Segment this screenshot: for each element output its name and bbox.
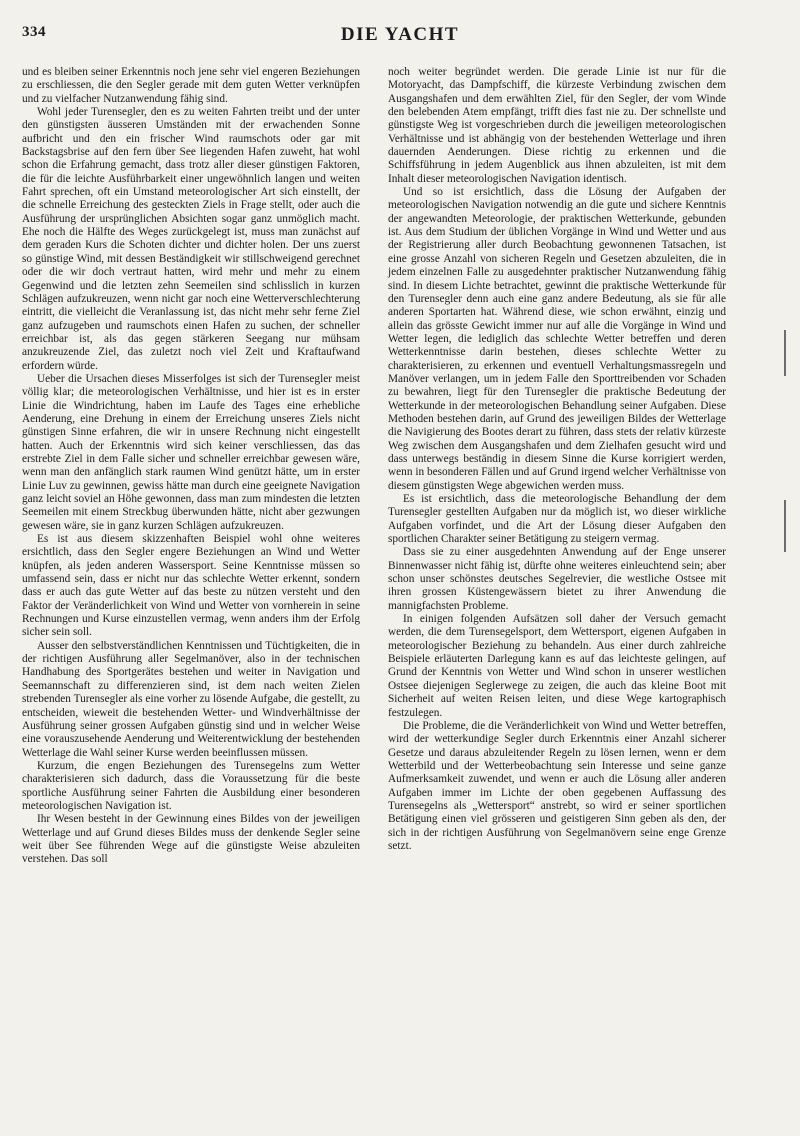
paragraph: Ihr Wesen besteht in der Gewinnung eines Bildes von der jeweiligen Wetterlage und auf Grund dieses Bildes muss der denkende Segler seine weit über See führenden Wege auf die günstigste Weise abzuleiten verstehen. Das soll — [22, 813, 360, 866]
paragraph: Kurzum, die engen Beziehungen des Turensegelns zum Wetter charakterisieren sich dadurch, dass die Voraussetzung für die beste sportliche Ausführung seiner Fahrten die Ausbildung einer besonderen meteorologischen Navigation ist. — [22, 759, 360, 812]
margin-mark — [784, 330, 786, 376]
right-column — [388, 66, 726, 853]
paragraph: Es ist aus diesem skizzenhaften Beispiel wohl ohne weiteres ersichtlich, dass den Segler engere Beziehungen an Wind und Wetter knüpfen, als jeden anderen Wassersport. Seine Kenntnisse müssen so umfassend sein, dass er nicht nur das schlechte Wetter erkennt, sondern dass er auch das gute Wetter auf das beste zu nützen versteht und den Faktor der Veränderlichkeit von Wind und Wetter von vornherein in seine Rechnungen und Kurse einzustellen vermag, wenn anders ihm der Erfolg sicher sein soll. — [22, 533, 360, 639]
paragraph: Ueber die Ursachen dieses Misserfolges ist sich der Turensegler meist völlig klar; die meteorologischen Verhältnisse, und hier ist es in erster Linie die Windrichtung, haben im Laufe des Tages eine erhebliche Aenderung, eine Drehung in einem der Erreichung unseres Ziels nicht günstigen Sinne erfahren, die wir in unsere Rechnung nicht eingestellt hatten. Auch der Erkenntnis wird sich keiner verschliessen, das das erstrebte Ziel in dem Falle sicher und schneller erreichbar gewesen wäre, wenn man den anfänglich stark raumen Wind genützt hätte, um in erster Linie Luv zu gewinnen, gewiss hätte man durch eine geeignete Navigation ganz leicht soviel an Höhe gewonnen, dass man zum mindesten die letzten Seemeilen mit einem Streckbug überwunden hätte, nicht aber gezwungen gewesen wäre, sie in ganz kurzen Schlägen aufzukreuzen. — [22, 372, 360, 532]
paragraph: noch weiter begründet werden. Die gerade Linie ist nur für die Motoryacht, das Dampfschiff, die kürzeste Verbindung zwischen dem Ausgangshafen und dem erwählten Ziel, für den Segler, der vom Winde den belebenden Atem empfängt, trifft dies fast nie zu. Der schnellste und günstigste Weg ist vorgeschrieben durch die jeweiligen meteorologischen Verhältnisse und ist abhängig von der bestehenden Wetterlage und ihren dauernden Aenderungen. Diese richtig zu erkennen und die Schiffsführung in jedem Augenblick aus ihnen abzuleiten, ist mit dem Inhalt dieser meteorologischen Navigation identisch. — [388, 66, 726, 185]
paragraph: Ausser den selbstverständlichen Kenntnissen und Tüchtigkeiten, die in der richtigen Ausführung aller Segelmanöver, also in der technischen Handhabung des Sportgerätes bestehen und weiter in Navigation und Seemannschaft zu differenzieren sind, ist dem nach weiten Zielen strebenden Turensegler als eine vorher zu lösende Aufgabe, die gestellt, zu entscheiden, wieweit die bestehenden Wetter- und Windverhältnisse der Ausführung seiner grossen Aufgaben günstig sind und in welcher Weise eine vorauszusehende Aenderung und Weiterentwicklung der bestehenden Wetterlage die Wahl seiner Kurse werden beeinflussen müssen. — [22, 639, 360, 759]
paragraph: In einigen folgenden Aufsätzen soll daher der Versuch gemacht werden, die dem Turensegelsport, dem Wettersport, eigenen Aufgaben in meteorologischer Beziehung zu behandeln. Aus einer durch zahlreiche Beispiele erläuterten Darlegung kann es auf das leichteste gelingen, auf Grund der Kenntnis von Wetter und Wind schon in unserer westlichen Ostsee diejenigen Seglerwege zu zeigen, die auch das kleine Boot mit Sicherheit auf weiten Reisen leiten, und diese Wege kartographisch festzulegen. — [388, 613, 726, 719]
paragraph: Wohl jeder Turensegler, den es zu weiten Fahrten treibt und der unter den günstigsten äusseren Umständen mit der erwachenden Sonne aufbricht und den ein frischer Wind raumschots oder gar mit Backstagsbrise auf den fern über See liegenden Hafen zuweht, hat wohl schon die Erfahrung gemacht, dass trotz aller dieser günstigen Faktoren, die für die leichte Ausführbarkeit einer ungewöhnlich langen und weiten Fahrt sprechen, oft ein Umstand meteorologischer Art sich einstellt, der die schnelle Erreichung des gesteckten Ziels in Frage stellt, oder auch die Ausführung der ursprünglichen Absichten sogar ganz unmöglich macht. Ehe noch die Hälfte des Weges zurückgelegt ist, muss man zunächst auf dem geraden Kurs die Schoten dichter und dichter holen. Der uns zuerst so günstige Wind, mit dessen Beständigkeit wir stillschweigend gerechnet oder die wir doch vertraut hatten, wird mehr und mehr zu einem Gegenwind und die letzten zehn Seemeilen sind schlisslich in kurzen Schlägen aufzukreuzen, wenn nicht gar noch eine Wetterverschlechterung eintritt, die vielleicht die Veranlassung ist, das nicht mehr sehr ferne Ziel ganz aufzugeben und raumschots einen Hafen zu suchen, der schneller erreichbar ist, als das gegen stärkeren Seegang nur mühsam anzukreuzende Ziel, das zuletzt noch viel Zeit und Kraftaufwand erfordern würde. — [22, 106, 360, 372]
page-number: 334 — [22, 24, 46, 40]
paragraph: Dass sie zu einer ausgedehnten Anwendung auf der Enge unserer Binnenwasser nicht fähig ist, dürfte ohne weiteres einleuchtend sein; aber schon unser schönstes deutsches Segelrevier, die westliche Ostsee mit ihren grossen Küstengewässern bietet zu ihrer Anwendung die mannigfachsten Probleme. — [388, 546, 726, 612]
running-head-title: DIE YACHT — [340, 24, 460, 45]
margin-mark — [784, 500, 786, 552]
paragraph: Die Probleme, die die Veränderlichkeit von Wind und Wetter betreffen, wird der wetterkundige Segler durch Erkenntnis einer Anzahl sicherer Gesetze und daraus abzuleitender Regeln zu lösen lernen, wenn er dem Wetterbild und der Wetterbeobachtung sein Interesse und seine ganze Aufmerksamkeit zuwendet, und wenn er auch die Lösung aller anderen Aufgaben immer im Lichte der oben gegebenen Auffassung des Turensegelns als „Wettersport“ anstrebt, so wird er seiner sportlichen Betätigung einen viel grösseren und geistigeren Sinn geben als den, der sich in der richtigen Ausführung von Segelmanövern seine enge Grenze setzt. — [388, 719, 726, 852]
paragraph: und es bleiben seiner Erkenntnis noch jene sehr viel engeren Beziehungen zu erschliessen, die den Segler gerade mit dem guten Wetter verknüpfen und zu vielfacher Nutzanwendung fähig sind. — [22, 66, 360, 105]
left-column — [22, 66, 360, 867]
paragraph: Es ist ersichtlich, dass die meteorologische Behandlung der dem Turensegler gestellten Aufgaben nur da möglich ist, wo dieser wirkliche Aufgaben vorfindet, und die Art der Lösung dieser Aufgaben den sportlichen Charakter seiner Betätigung zu steigern vermag. — [388, 493, 726, 546]
paragraph: Und so ist ersichtlich, dass die Lösung der Aufgaben der meteorologischen Navigation notwendig an die gute und sichere Kenntnis der angewandten Meteorologie, der praktischen Wetterkunde, gebunden ist. Aus dem Studium der üblichen Vorgänge in Wind und Wetter und aus der Registrierung aller durch Beobachtung gewonnenen Tatsachen, ist eine grosse Anzahl von sicheren Regeln und Gesetzen abzuleiten, die in jedem einzelnen Falle zu ausgedehnter praktischer Nutzanwendung fähig sind. In diesem Lichte betrachtet, gewinnt die praktische Wetterkunde für den Turensegler denn auch eine ganz andere Bedeutung, als sie für alle anderen Sportarten hat. Während diese, wie schon erwähnt, einzig und allein das grösste Gewicht immer nur auf alle die Vorgänge in Wind und Wetter legen, die lediglich das schlechte Wetter betreffen und deren Wetterkenntnisse darin bestehen, dieses schlechte Wetter zu charakterisieren, zu erkennen und eventuell Verhaltungsmassregeln und Manöver verlangen, um in jedem Falle den Sporttreibenden vor Schaden zu bewahren, liegt für den Turensegler die praktische Bedeutung der Wetterkunde in der meteorologischen Behandlung seiner Aufgaben. Diese Methoden bestehen darin, auf Grund des jeweiligen Bildes der Wetterlage die Navigierung des Bootes derart zu führen, dass stets der relativ kürzeste Weg zwischen dem Ausgangshafen und dem Zielhafen gesucht wird und dass unterwegs beständig in diesem Sinne die Kurse korrigiert werden, wenn in besonderen Fällen und auf Grund irgend welcher Verhältnisse von diesem günstigsten Wege abgewichen werden muss. — [388, 186, 726, 492]
